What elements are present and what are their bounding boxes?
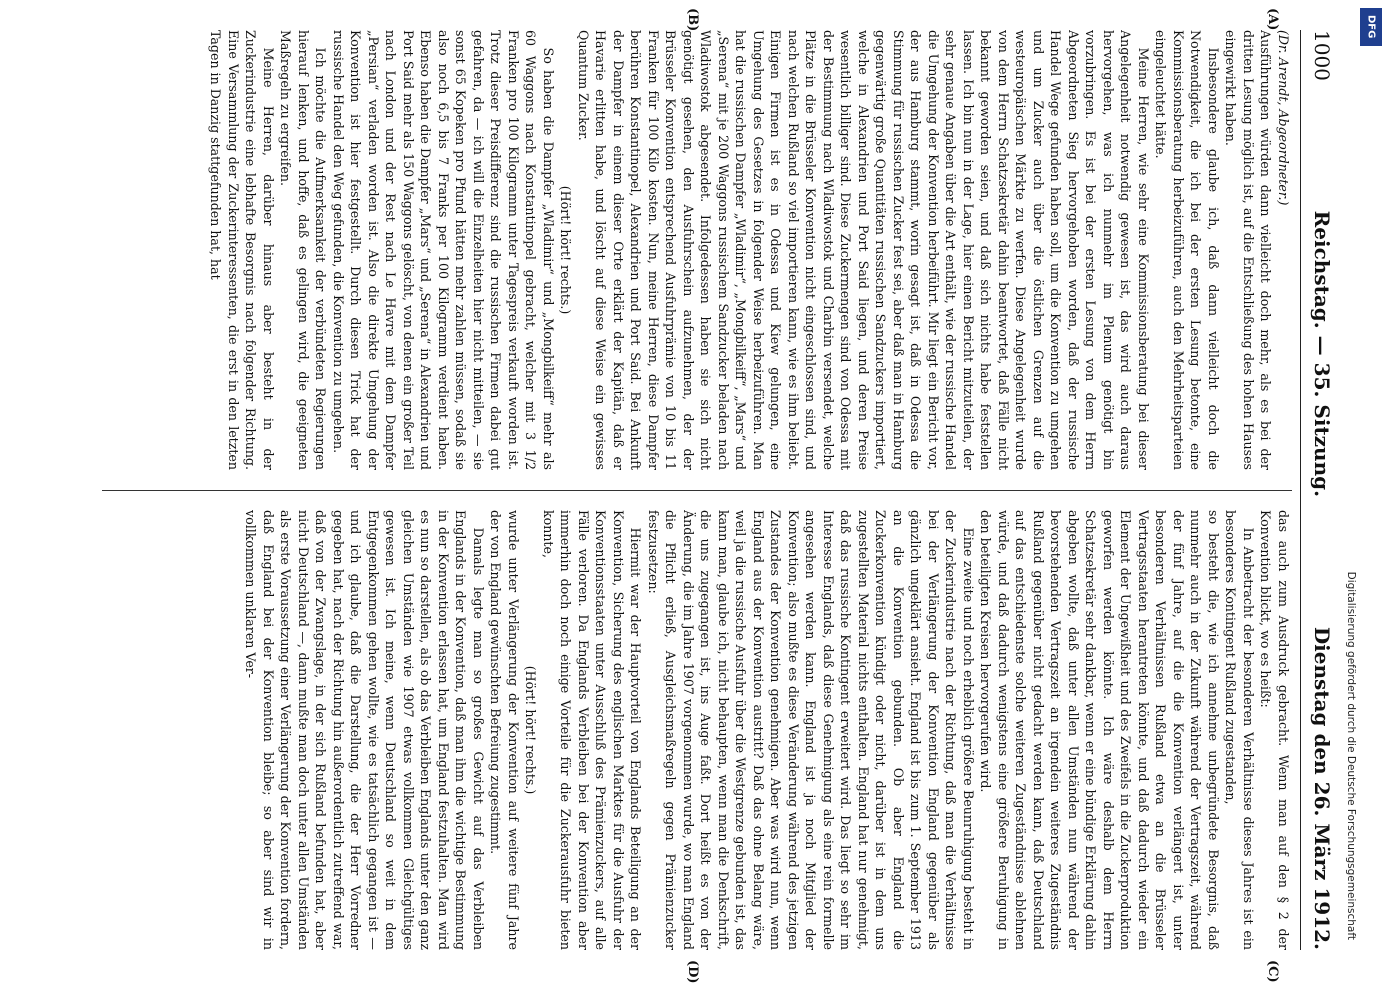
paragraph: Ausführungen würden dann vielleicht doch mehr, als es bei der dritten Lesung möglich ist, auf die Entschließung des hohen Hauses eingewirkt haben. (1223, 30, 1274, 470)
credit-text: Digitalisierung gefördert durch die Deutsche Forschungsgemeinschaft (1345, 571, 1357, 940)
session-date: Dienstag den 26. März 1912. (1310, 626, 1334, 950)
rotated-page (90, 8, 1340, 984)
interjection: (Hört! hört! rechts.) (558, 185, 574, 315)
interjection: (Hört! hört! rechts.) (523, 665, 539, 795)
paragraph: So haben die Dampfer „Wladimir“ und „Mongbilkeiff“ mehr als 60 Waggons nach Konstantinopel gebracht, welcher mit 3 1/2 Franken pro 100 Kilogramm unter Tagespreis verkauft worden ist. Trotz dieser Preisdifferenz sind die russischen Firmen dabei gut gefahren, da — ich will die Einzelheiten hier nicht mitteilen, — sie sonst 65 Kopeken pro Pfund hätten mehr zahlen müssen, sodaß sie also noch 6,5 bis 7 Franks per 100 Kilogramm verdient haben. Ebenso haben die Dampfer „Mars“ und „Serena“ in Alexandrien und Port Said mehr als 150 Waggons gelöscht, von denen ein großer Teil nach London und der Rest nach Le Havre mit dem Dampfer „Persian“ verladen worden ist. Also die direkte Umgehung der Konvention ist hier festgestellt. Durch diesen Trick hat der russische Handel den Weg gefunden, die Konvention zu umgehen. (331, 30, 556, 470)
session-title: Reichstag. — 35. Sitzung. (1310, 210, 1334, 498)
left-column (102, 30, 1292, 470)
quoted-paragraph: Hiermit war der Hauptvorteil von Englands Beteiligung an der Konvention, Sicherung des englischen Marktes für die Ausfuhr der Konventionsstaaten unter Ausschluß des Prämienzuckers, auf alle Fälle verloren. Da Englands Verbleiben bei der Konvention aber immerhin doch noch einige Vorteile für die Zuckerausfuhr bieten konnte, (541, 510, 644, 950)
header-rule (1300, 30, 1301, 950)
speaker-line: (Dr. Arendt, Abgeordneter.) (1276, 30, 1291, 206)
margin-marker-d: (D) (685, 960, 700, 984)
margin-marker-c: (C) (1265, 960, 1280, 983)
paragraph: Ich möchte die Aufmerksamkeit der verbündeten Regierungen hierauf lenken, und hoffe, daß es gelingen wird, die geeigneten Maßregeln zu ergreifen. (278, 30, 329, 470)
paragraph: so besteht die, wie ich annehme unbegründete Besorgnis, daß nunmehr auch in der Zukunft während der Vertragszeit, während der fünf Jahre, auf die die Konvention verlängert ist, unter besonderen Verhältnissen Rußland etwa an die Brüsseler Vertragsstaaten herantreten könnte, und daß dadurch wieder ein Element der Ungewißheit und des Zweifels in die Zuckerproduktion geworfen werden könnte. Ich wäre deshalb dem Herrn Schatzsekretär sehr dankbar, wenn er eine bündige Erklärung dahin abgeben wollte, daß unter allen Umständen nun während der bevorstehenden Vertragszeit an irgendein weiteres Zugeständnis Rußland gegenüber nicht gedacht werden kann, daß Deutschland auf das entschiedenste solche weiteren Zugeständnisse ablehnen würde, und daß dadurch wenigstens eine größere Beruhigung in den beteiligten Kreisen hervorgerufen wird. (978, 510, 1221, 950)
page-header (1304, 30, 1340, 950)
text-columns (102, 30, 1292, 950)
column-divider (102, 490, 1292, 491)
paragraph: Meine Herren, darüber hinaus aber besteht in der Zuckerindustrie eine lebhafte Besorgnis nach folgender Richtung. Eine Versammlung der Zuckerinteressenten, die erst in den letzten Tagen in Danzig stattgefunden hat, hat (208, 30, 276, 470)
paragraph: das auch zum Ausdruck gebracht. Wenn man auf den § 2 der Konvention blickt, wo es heißt: (1258, 510, 1291, 950)
quoted-paragraph: wurde unter Verlängerung der Konvention auf weitere fünf Jahre der von England gewünschten Befreiung zugestimmt. (488, 510, 521, 950)
margin-marker-b: (B) (685, 8, 700, 32)
margin-marker-a: (A) (1265, 8, 1280, 31)
paragraph: Eine zweite und noch erheblich größere Beunruhigung besteht in der Zuckerindustrie nach der Richtung, daß man die Verhältnisse bei der Verlängerung der Konvention England gegenüber als gänzlich ungeklärt ansieht. England ist bis zum 1. September 1913 an die Konvention gebunden. Ob aber England die Zuckerkonvention kündigt oder nicht, darüber ist in dem uns zugestellten Material nichts enthalten. England hat nur genehmigt, daß das russische Kontingent erweitert wird. Das liegt so sehr im Interesse Englands, daß diese Genehmigung als eine rein formelle angesehen werden kann. England ist ja noch Mitglied der Konvention; also mußte es diese Veränderung während des jetzigen Zustandes der Konvention genehmigen. Aber was wird nun, wenn England aus der Konvention austritt? Daß das ohne Belang wäre, weil ja die russische Ausfuhr über die Westgrenze gebunden ist, das kann man, glaube ich, nicht behaupten, wenn man die Denkschrift, die uns zugegangen ist, ins Auge faßt. Dort heißt es von der Änderung, die im Jahre 1907 vorgenommen wurde, wo man England die Pflicht erließ, Ausgleichsmaßregeln gegen Prämienzucker festzusetzen: (646, 510, 976, 950)
quoted-paragraph: In Anbetracht der besonderen Verhältnisse dieses Jahres ist ein besonderes Kontingent Rußland zugestanden, (1223, 510, 1256, 950)
paragraph: Meine Herren, wie sehr eine Kommissionsberatung bei dieser Angelegenheit notwendig gewesen ist, das wird auch daraus hervorgehen, was ich nunmehr im Plenum genötigt bin vorzubringen. Es ist bei der ersten Lesung von dem Herrn Abgeordneten Sieg hervorgehoben worden, daß der russische Handel Wege gefunden haben soll, um die Konvention zu umgehen und um Zucker auch über die östlichen Grenzen auf die westeuropäischen Märkte zu werfen. Diese Angelegenheit wurde von dem Herrn Schatzsekretär dahin beantwortet, daß Fälle nicht bekannt geworden seien, und daß sich nichts habe feststellen lassen. Ich bin nun in der Lage, hier einen Bericht mitzuteilen, der sehr genaue Angaben über die Art enthält, wie der russische Handel die Umgehung der Konvention herbeiführt. Mir liegt ein Bericht vor, der aus Hamburg stammt, worin gesagt ist, daß in Odessa die Stimmung für russischen Zucker fest sei, aber daß man in Hamburg gegenwärtig große Quantitäten russischen Sandzuckers importiert, welche in Alexandrien und Port Said liegen, und deren Preise wesentlich billiger sind. Diese Zuckermengen sind von Odessa mit der Bestimmung nach Wladiwostok und Charbin versendet, welche Plätze in die Brüsseler Konvention nicht eingeschlossen sind, und nach welchen Rußland so viel importieren kann, wie es ihm beliebt. Einigen Firmen ist es in Odessa und Kiew gelungen, eine Umgehung des Gesetzes in folgender Weise herbeizuführen. Man hat die russischen Dampfer „Wladimir“, „Mongbilkeiff“, „Mars“ und „Serena“ mit je 200 Waggons russischem Sandzucker beladen nach Wladiwostok abgesendet. Infolgedessen haben sie sich nicht genötigt gesehen, den Ausfuhrschein aufzunehmen, der der Brüsseler Konvention entsprechend Ausfuhrprämie von 10 bis 11 Franken für 100 Kilo kosten. Nun, meine Herren, diese Dampfer berühren Konstantinopel, Alexandrien und Port Said. Bei Ankunft der Dampfer in einem dieser Orte erklärt der Kapitän, daß er Havarie erlitten habe, und löscht auf diese Weise ein gewisses Quantum Zucker. (576, 30, 1151, 470)
page-number: 1000 (1310, 30, 1334, 81)
right-column (102, 510, 1292, 950)
dfg-logo: DFG (1360, 8, 1382, 46)
paragraph: Damals legte man so großes Gewicht auf das Verbleiben Englands in der Konvention, daß man ihm die wichtige Bestimmung in der Konvention erlassen hat, um England festzuhalten. Man wird es nun so darstellen, als ob das Verbleiben Englands unter den ganz gleichen Umständen wie 1907 etwas vollkommen Gleichgültiges gewesen ist. Ich meine, wenn Deutschland so weit in dem Entgegenkommen gehen wollte, wie es tatsächlich gegangen ist — und ich glaube, daß die Darstellung, die der Herr Vorredner gegeben hat, nach der Richtung hin außerordentlich zutreffend war, daß von der Zwangslage, in der sich Rußland befunden hat, aber nicht Deutschland —, dann mußte man doch unter allen Umständen als erste Voraussetzung einer Verlängerung der Konvention fordern, daß England bei der Konvention bleibe; so aber sind wir in vollkommen unklaren Ver- (243, 510, 486, 950)
digitization-credit (1342, 100, 1360, 940)
paragraph: Insbesondere glaube ich, daß dann vielleicht doch die Notwendigkeit, die ich bei der ersten Lesung betonte, eine Kommissionsberatung herbeizuführen, auch den Mehrheitsparteien eingeleuchtet hätte. (1153, 30, 1221, 470)
